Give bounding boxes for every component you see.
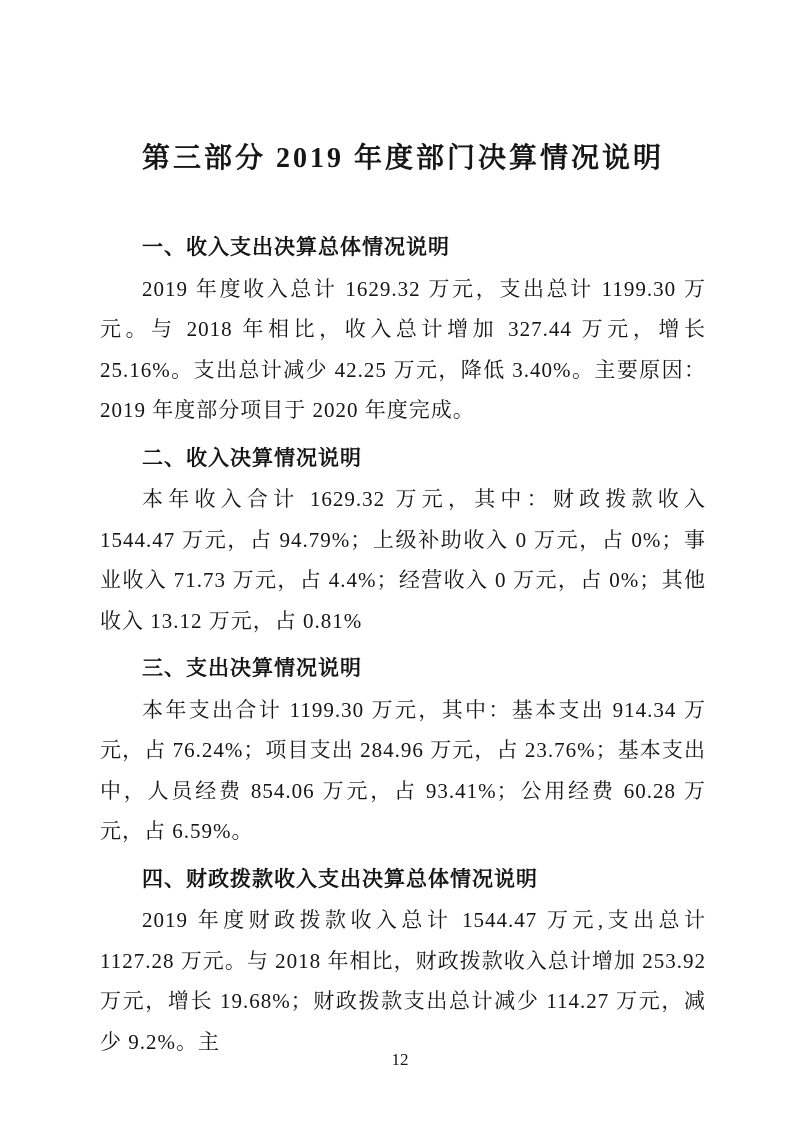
section-3-body: 本年支出合计 1199.30 万元，其中：基本支出 914.34 万元，占 76.24%；项目支出 284.96 万元，占 23.76%；基本支出中，人员经费 854.06 万元，占 93.41%；公用经费 60.28 万元，占 6.59%。 (100, 697, 706, 843)
section-1-heading: 一、收入支出决算总体情况说明 (142, 236, 450, 259)
section-3-heading: 三、支出决算情况说明 (142, 657, 362, 680)
section-1-body: 2019 年度收入总计 1629.32 万元，支出总计 1199.30 万元。与 2018 年相比，收入总计增加 327.44 万元，增长 25.16%。支出总计减少 42.25 万元，降低 3.40%。主要原因：2019 年度部分项目于 2020 年度完成。 (100, 276, 706, 422)
page-number: 12 (391, 1050, 409, 1069)
doc-title: 第三部分 2019 年度部门决算情况说明 (141, 143, 664, 174)
section-2-heading: 二、收入决算情况说明 (142, 446, 362, 470)
section-2-body: 本年收入合计 1629.32 万元，其中：财政拨款收入 1544.47 万元，占 94.79%；上级补助收入 0 万元，占 0%；事业收入 71.73 万元，占 4.4%；经营收入 0 万元，占 0%；其他收入 13.12 万元，占 0.81% (100, 487, 706, 633)
section-4-body: 2019 年度财政拨款收入总计 1544.47 万元,支出总计 1127.28 万元。与 2018 年相比，财政拨款收入总计增加 253.92 万元，增长 19.68%；财政拨款支出总计减少 114.27 万元，减少 9.2%。主 (100, 908, 706, 1054)
section-4-heading: 四、财政拨款收入支出决算总体情况说明 (142, 867, 538, 891)
content-area (100, 138, 706, 1062)
